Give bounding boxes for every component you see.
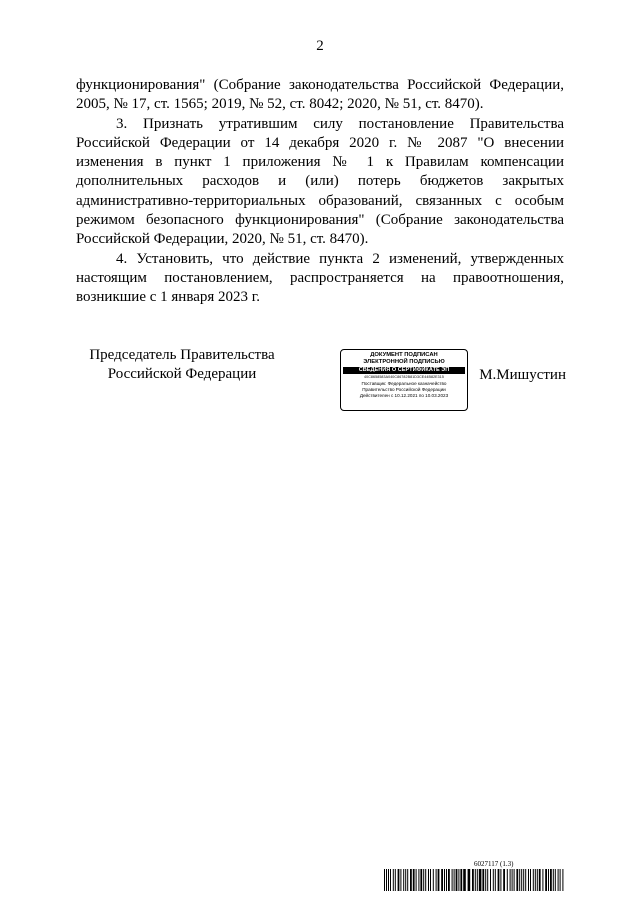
page-number: 2 xyxy=(316,38,324,54)
paragraph-item-3: 3. Признать утратившим силу постановление Правительства Российской Федерации от 14 декабря 2020 г. № 2087 "О внесении изменения в пункт 1 приложения № 1 к Правилам компенсации дополнительных расходов и (или) потерь бюджетов закрытых административно-территориальных образований, связанных с особым режимом безопасного функционирования" (Собрание законодательства Российской Федерации, 2020, № 51, ст. 8470). xyxy=(76,115,564,248)
stamp-issuer: Поставщик: Федеральное казначейство xyxy=(361,380,447,386)
paragraph-item-4: 4. Установить, что действие пункта 2 изменений, утвержденных настоящим постановлением, распространяется на правоотношения, возникшие с 1 января 2023 г. xyxy=(76,250,564,306)
stamp-validity: Действителен с 10.12.2021 по 10.03.2023 xyxy=(359,393,449,398)
barcode-image xyxy=(384,869,564,891)
signature-block xyxy=(76,346,566,416)
stamp-title-line-2: ЭЛЕКТРОННОЙ ПОДПИСЬЮ xyxy=(363,359,445,365)
stamp-owner: Правительство Российской Федерации xyxy=(362,386,446,392)
barcode-code: 6027117 (1.3) xyxy=(474,860,514,868)
barcode-block xyxy=(384,860,564,891)
signatory-position-line-2: Российской Федерации xyxy=(107,366,257,382)
stamp-title-line-1: ДОКУМЕНТ ПОДПИСАН xyxy=(370,352,438,358)
signatory-position xyxy=(76,346,288,384)
signatory-position-line-1: Председатель Правительства xyxy=(89,347,275,363)
paragraph-continuation: функционирования" (Собрание законодательства Российской Федерации, 2005, № 17, ст. 1565; 2019, № 52, ст. 8042; 2020, № 51, ст. 8470). xyxy=(76,77,564,113)
document-body xyxy=(76,76,564,308)
electronic-signature-stamp xyxy=(340,349,468,411)
stamp-certificate-bar: СВЕДЕНИЯ О СЕРТИФИКАТЕ ЭП xyxy=(343,367,465,374)
stamp-serial: 40C8658583A040C86782B81D3CE44B82E315 xyxy=(364,375,444,379)
signatory-name: М.Мишустин xyxy=(479,367,566,383)
